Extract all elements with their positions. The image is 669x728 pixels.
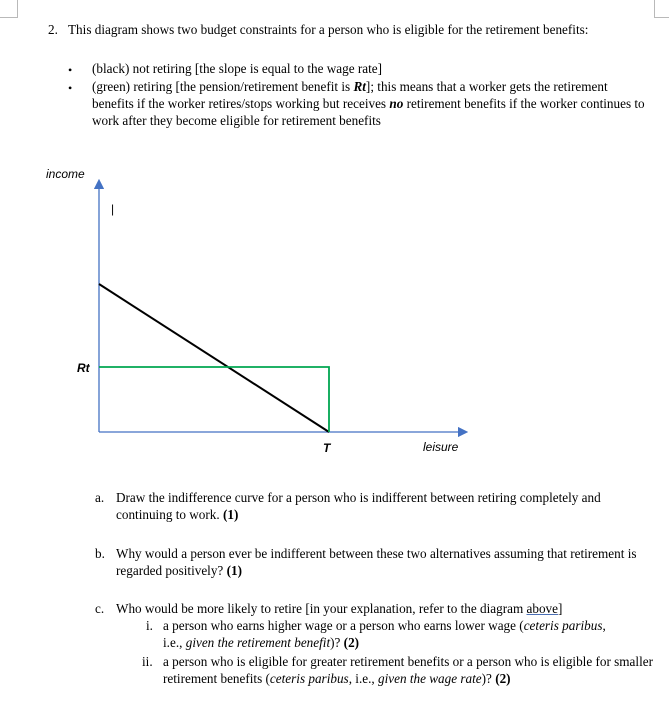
subpart-ii-points: (2) [495,671,511,686]
budget-line-not-retiring [99,284,329,432]
text-cursor: | [111,202,115,216]
rt-label: Rt [77,361,90,375]
budget-line-retiring [99,367,329,432]
above-link: above [526,601,559,616]
bullet-marker: • [68,81,73,95]
rt-emphasis: Rt [353,79,366,94]
subpart-ii-close: )? [481,671,496,686]
bullet-marker: • [68,63,73,77]
part-a-label: a. [95,490,105,505]
part-c-text [116,600,656,617]
part-c-question: Who would be more likely to retire [in your explanation, refer to the diagram [116,601,527,616]
part-b-label: b. [95,546,105,561]
question-intro: This diagram shows two budget constraints for a person who is eligible for the retirement benefits: [68,22,589,37]
subpart-i-text [163,617,613,651]
bullet-text: (black) not retiring [the slope is equal to the wage rate] [92,61,383,76]
bullet-retiring [92,78,647,129]
subpart-ii-given: given the wage rate [378,671,482,686]
bullet-text: retirement benefits if the worker continues to work after they become eligible for retirement benefits [92,96,645,128]
part-a-points: (1) [222,507,239,522]
subpart-ii-ie: , i.e., [348,671,378,686]
x-axis-label: leisure [423,440,459,454]
part-c-close: ] [558,601,563,616]
subpart-i-points: (2) [343,635,360,650]
subpart-i-label: i. [146,618,153,633]
subpart-ii-question: a person who is eligible for greater retirement benefits or a person who is eligible for smaller retirement benefits ( [163,654,653,686]
part-a-question: Draw the indifference curve for a person who is indifferent between retiring completely and continuing to work. [116,490,601,522]
page-corner-mark-right [654,0,669,18]
part-a-text [116,489,656,523]
question-number: 2. [48,22,58,37]
bullet-not-retiring [92,60,647,77]
t-label: T [323,441,331,455]
subpart-ii-text [163,653,653,687]
subpart-i-ceteris: ceteris paribus [523,618,603,633]
subpart-ii-label: ii. [142,654,153,669]
subpart-ii-ceteris: ceteris paribus [269,671,349,686]
part-b-question: Why would a person ever be indifferent between these two alternatives assuming that retirement is regarded positively? [116,546,637,578]
subpart-i-close: )? [330,635,344,650]
bullet-text: ]; this means that a worker gets the retirement benefits if the worker retires/stops working but receives [92,79,608,111]
part-c-label: c. [95,601,105,616]
subpart-i-question: a person who earns higher wage or a person who earns lower wage ( [163,618,524,633]
subpart-i-given: given the retirement benefit [185,635,331,650]
no-emphasis: no [389,96,404,111]
subpart-i-ie: , i.e., [163,618,606,650]
bullet-text: (green) retiring [the pension/retirement benefit is [92,79,354,94]
page-corner-mark-left [0,0,18,18]
part-b-text [116,545,656,579]
part-b-points: (1) [226,563,242,578]
y-axis-label: income [46,167,85,181]
